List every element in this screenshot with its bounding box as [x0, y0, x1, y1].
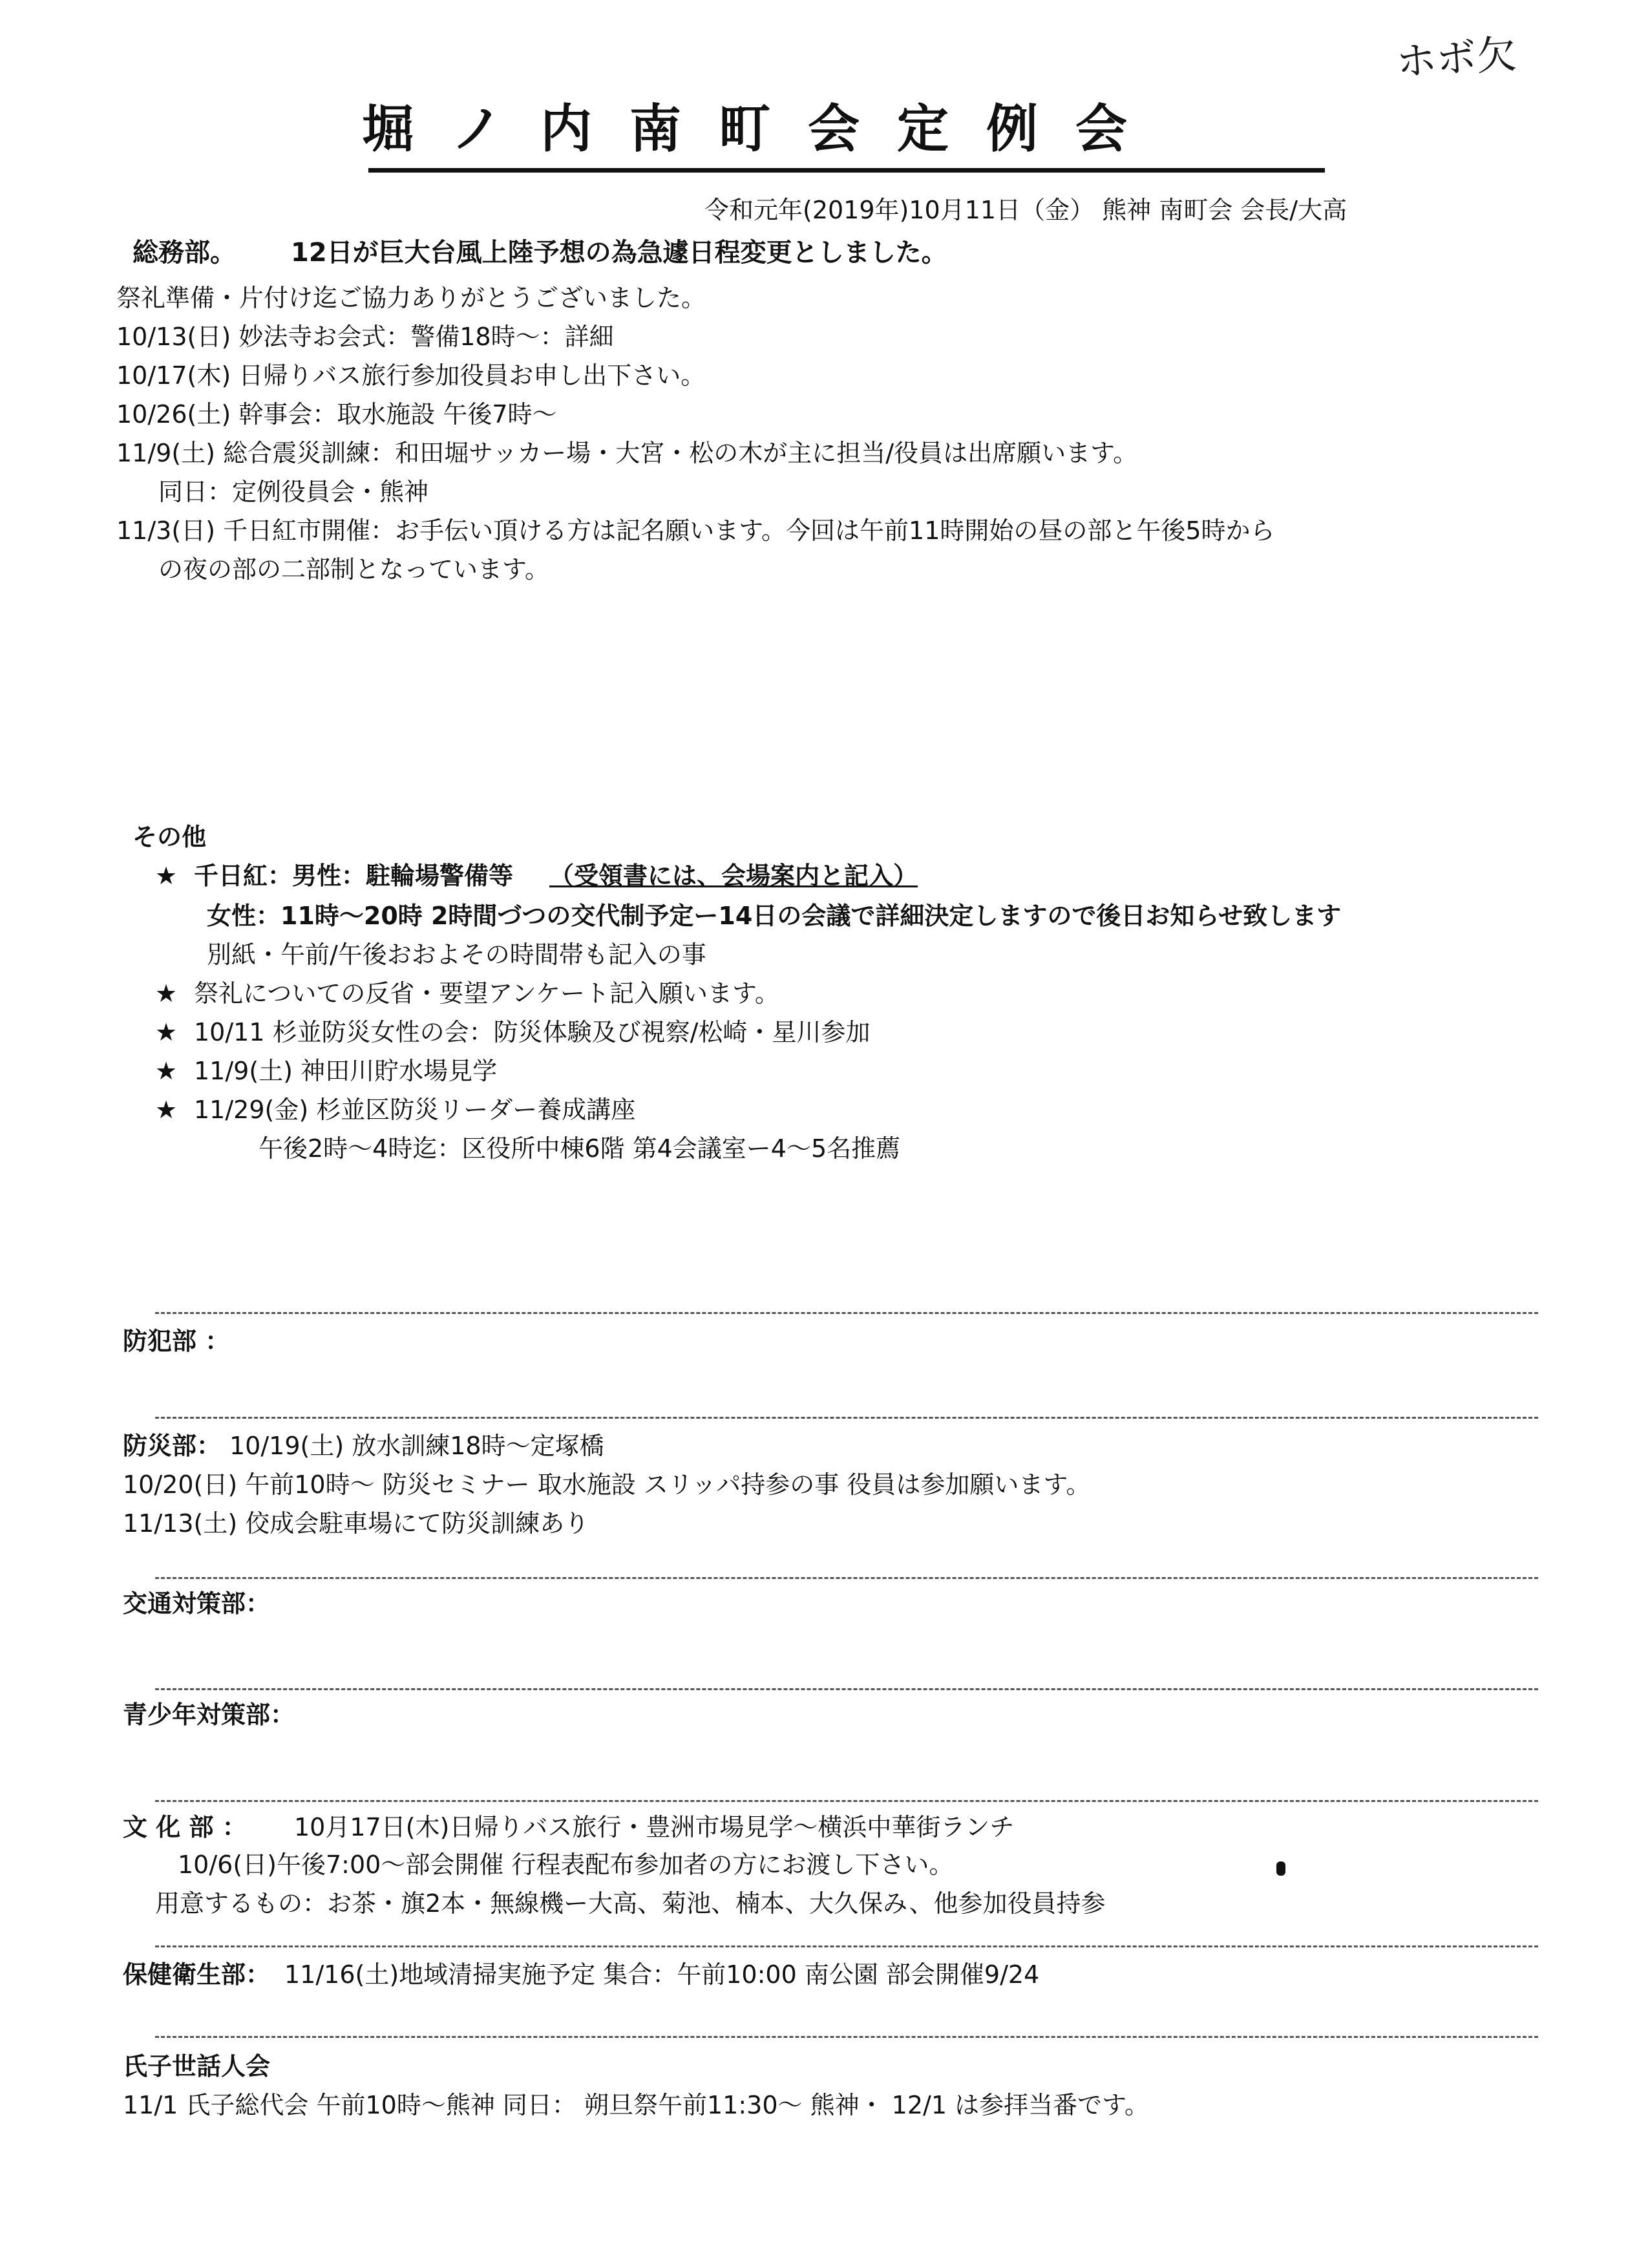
- general-line: 11/9(土) 総合震災訓練：和田堀サッカー場・大宮・松の木が主に担当/役員は出席願います。: [116, 439, 1138, 467]
- other-item-5: 11/29(金) 杉並区防災リーダー養成講座: [194, 1096, 636, 1124]
- shrine-heading: 氏子世話人会: [123, 2052, 271, 2081]
- crime-heading: 防犯部 ：: [123, 1327, 230, 1355]
- title-underline: [368, 168, 1325, 173]
- header-meta: 令和元年(2019年)10月11日（金） 熊神 南町会 会長/大高: [704, 196, 1347, 224]
- general-line: 同日：定例役員会・熊神: [158, 478, 429, 506]
- other-item-1-line3: 別紙・午前/午後おおよその時間帯も記入の事: [207, 940, 706, 969]
- general-line: 10/13(日) 妙法寺お会式：警備18時～：詳細: [116, 323, 614, 351]
- section-divider: [155, 2036, 1538, 2038]
- other-item-1-line2: 女性：11時～20時 2時間づつの交代制予定ー14日の会議で詳細決定しますので後日お知らせ致します: [207, 902, 1342, 930]
- general-heading: 総務部。: [132, 238, 236, 268]
- culture-line: 用意するもの：お茶・旗2本・無線機ー大高、菊池、楠本、大久保み、他参加役員持参: [155, 1889, 1106, 1918]
- other-item-1: 千日紅：男性：駐輪場警備等: [194, 862, 514, 890]
- general-line: 10/17(木) 日帰りバス旅行参加役員お申し出下さい。: [116, 361, 706, 390]
- traffic-heading: 交通対策部：: [123, 1589, 271, 1618]
- general-notice: 12日が巨大台風上陸予想の為急遽日程変更としました。: [291, 238, 947, 268]
- culture-line: 10月17日(木)日帰りバス旅行・豊洲市場見学～横浜中華街ランチ: [294, 1813, 1015, 1841]
- star-icon: ★: [155, 1057, 178, 1085]
- other-item-4: 11/9(土) 神田川貯水場見学: [194, 1057, 498, 1085]
- star-icon: ★: [155, 1018, 178, 1046]
- section-divider: [155, 1312, 1538, 1314]
- general-line: 11/3(日) 千日紅市開催：お手伝い頂ける方は記名願います。今回は午前11時開始の昼の部と午後5時から: [116, 516, 1275, 545]
- star-icon: ★: [155, 979, 178, 1008]
- disaster-heading: 防災部：: [123, 1432, 222, 1460]
- star-icon: ★: [155, 1096, 178, 1124]
- ink-dot: [1276, 1861, 1285, 1876]
- section-divider: [155, 1800, 1538, 1802]
- general-line: の夜の部の二部制となっています。: [158, 555, 549, 584]
- shrine-line: 11/1 氏子総代会 午前10時～熊神 同日： 朔旦祭午前11:30～ 熊神・ 12/1 は参拝当番です。: [123, 2091, 1150, 2119]
- health-line: 11/16(土)地域清掃実施予定 集合：午前10:00 南公園 部会開催9/24: [284, 1960, 1040, 1989]
- disaster-line: 11/13(土) 佼成会駐車場にて防災訓練あり: [123, 1509, 589, 1538]
- disaster-line: 10/19(土) 放水訓練18時～定塚橋: [229, 1432, 604, 1460]
- other-item-2: 祭礼についての反省・要望アンケート記入願います。: [194, 979, 779, 1008]
- other-item-1-note: （受領書には、会場案内と記入）: [549, 862, 918, 890]
- other-item-5-line2: 午後2時～4時迄：区役所中棟6階 第4会議室ー4～5名推薦: [259, 1134, 901, 1163]
- health-heading: 保健衛生部：: [123, 1960, 271, 1989]
- general-line: 10/26(土) 幹事会：取水施設 午後7時～: [116, 400, 557, 429]
- other-item-3: 10/11 杉並防災女性の会：防災体験及び視察/松崎・星川参加: [194, 1018, 871, 1046]
- section-divider: [155, 1945, 1538, 1947]
- general-line: 祭礼準備・片付け迄ご協力ありがとうございました。: [116, 284, 706, 312]
- other-heading: その他: [132, 823, 207, 851]
- section-divider: [155, 1688, 1538, 1690]
- section-divider: [155, 1577, 1538, 1579]
- disaster-line: 10/20(日) 午前10時～ 防災セミナー 取水施設 スリッパ持参の事 役員は参加願います。: [123, 1470, 1091, 1499]
- youth-heading: 青少年対策部：: [123, 1701, 295, 1729]
- section-divider: [155, 1417, 1538, 1419]
- page-title: 堀ノ内南町会定例会: [362, 99, 1165, 159]
- star-icon: ★: [155, 862, 178, 890]
- culture-line: 10/6(日)午後7:00～部会開催 行程表配布参加者の方にお渡し下さい。: [178, 1850, 954, 1879]
- handwritten-note: ホボ欠: [1395, 30, 1518, 86]
- culture-heading: 文 化 部 ：: [123, 1813, 247, 1841]
